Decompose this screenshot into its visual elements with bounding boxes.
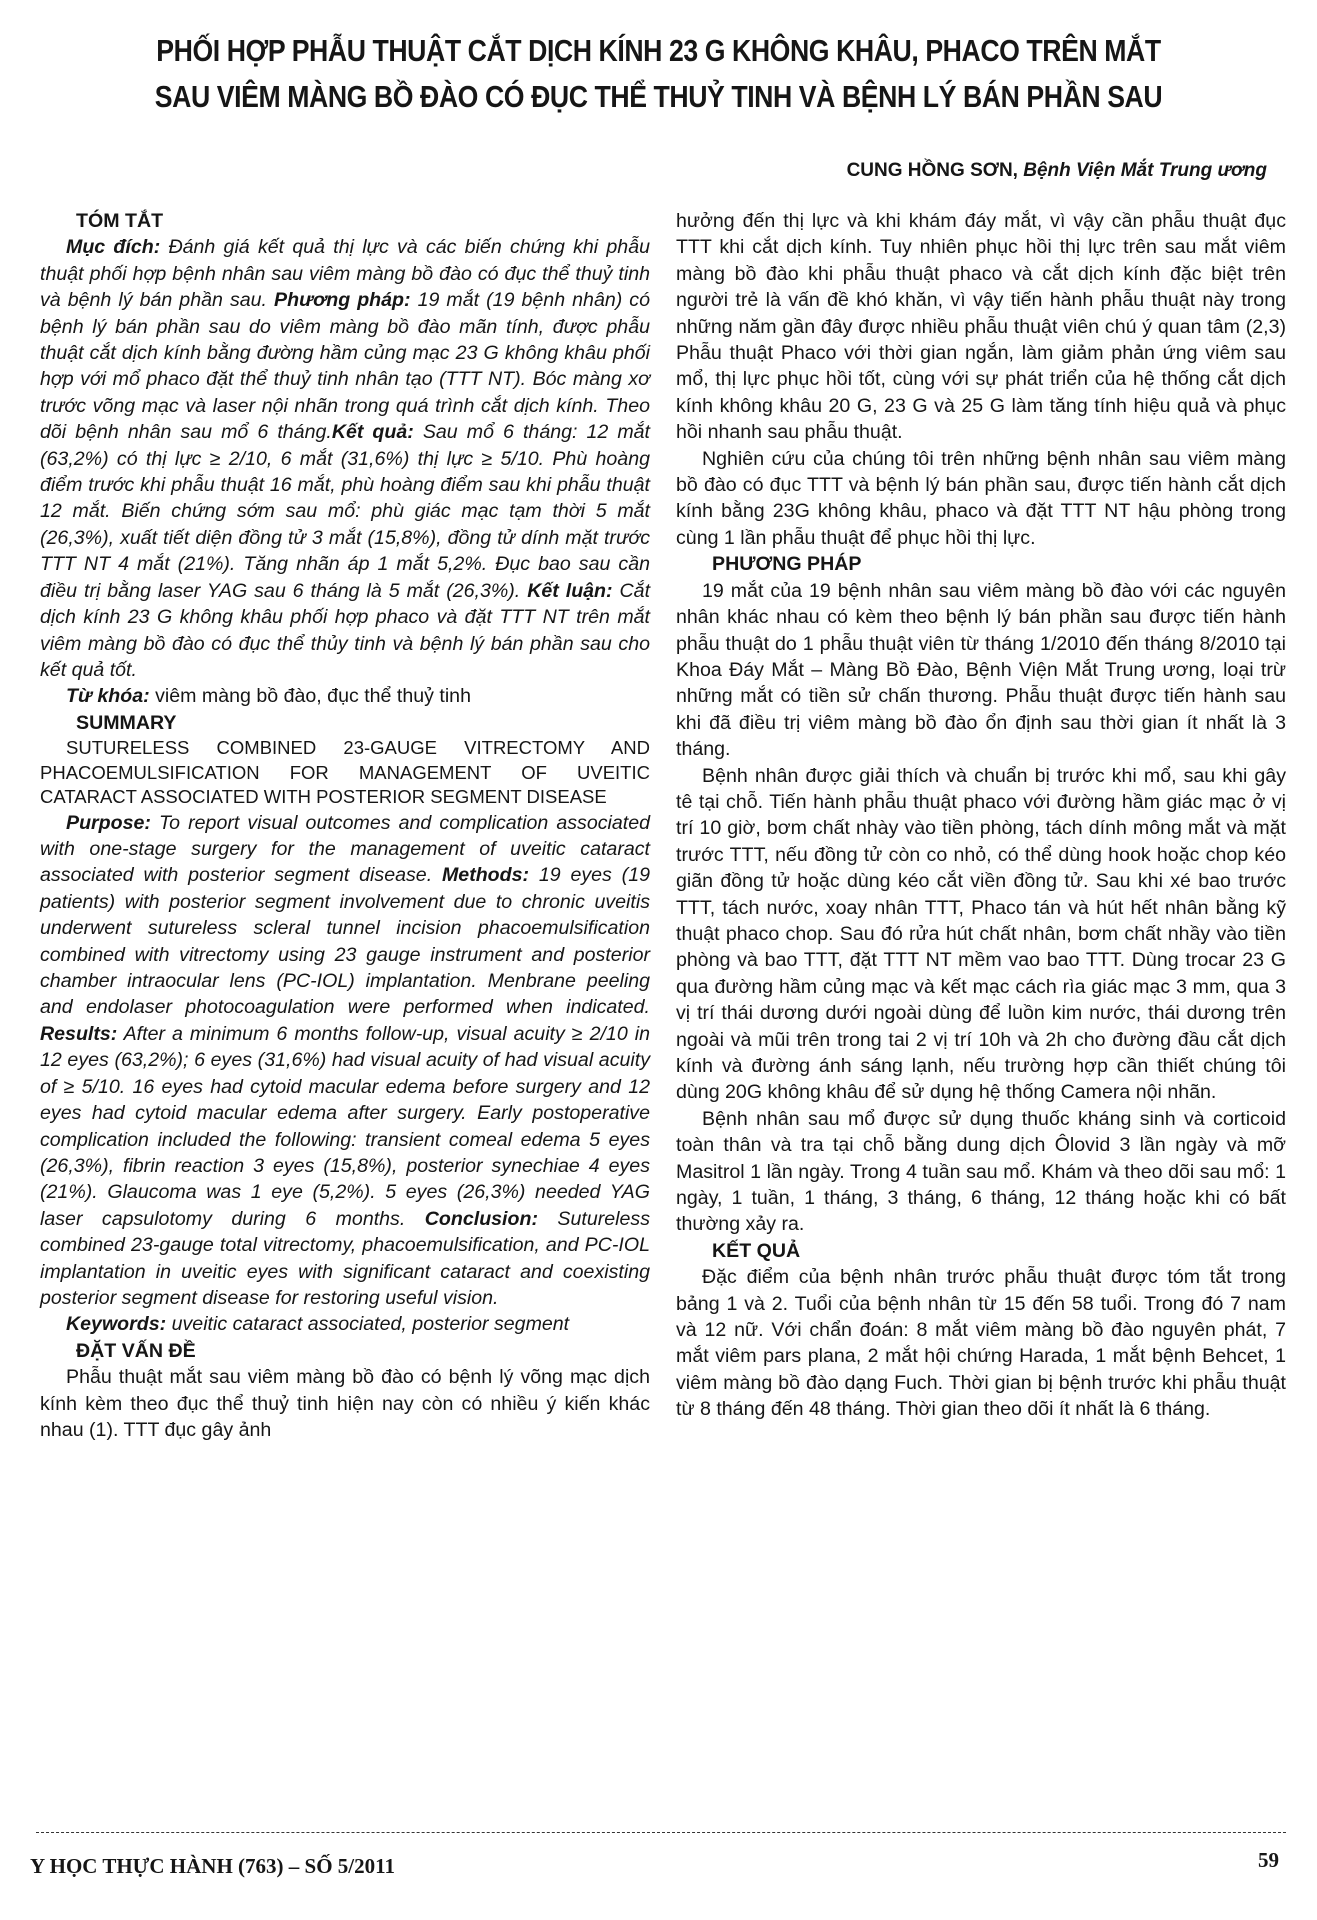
purpose-text: To report visual outcomes and complication associated with one-stage surgery for the management of uveitic cataract associated with posterior segment disease. [40,811,650,887]
page-number: 59 [1258,1848,1279,1872]
methods-label: Methods: [441,864,530,887]
conclusion-text-en: Sutureless combined 23-gauge total vitrectomy, phacoemulsification, and PC-IOL implantation in uveitic eyes with significant cataract and coexisting posterior segment disease for restoring useful vision. [40,1207,650,1309]
title-line-2: SAU VIÊM MÀNG BỒ ĐÀO CÓ ĐỤC THỂ THUỶ TINH VÀ BỆNH LÝ BÁN PHẦN SAU [154,79,1163,114]
introduction-heading: ĐẶT VẤN ĐỀ [76,1339,196,1362]
purpose-label: Purpose: [66,811,151,834]
keywords-vi [40,683,650,709]
summary-title: SUTURELESS COMBINED 23-GAUGE VITRECTOMY AND PHACOEMULSIFICATION FOR MANAGEMENT OF UVEITIC CATARACT ASSOCIATED WITH POSTERIOR SEGMENT DISEASE [40,737,650,808]
right-column [676,208,1286,1423]
journal-name: Y HỌC THỰC HÀNH (763) – SỐ 5/2011 [30,1854,395,1878]
intro-paragraph-2: Nghiên cứu của chúng tôi trên những bệnh nhân sau viêm màng bồ đào có đục TTT và bệnh lý bán phần sau, được tiến hành cắt dịch kính bằng 23G không khâu, phaco và đặt TTT NT hậu phòng trong cùng 1 lần phẫu thuật để phục hồi thị lực. [676,447,1286,549]
conclusion-text-vi: Cắt dịch kính 23 G không khâu phối hợp phaco và đặt TTT NT trên mắt viêm màng bồ đào có đục thể thủy tinh và bệnh lý bán phần sau cho kết quả tốt. [40,579,651,681]
keywords-vi-label: Từ khóa: [66,685,150,708]
results-heading: KẾT QUẢ [712,1239,801,1262]
results-paragraph-1: Đặc điểm của bệnh nhân trước phẫu thuật được tóm tắt trong bảng 1 và 2. Tuổi của bệnh nhân từ 15 đến 58 tuổi. Trong đó 7 nam và 12 nữ. Với chẩn đoán: 8 mắt viêm màng bồ đào nguyên phát, 7 mắt viêm pars plana, 2 mắt hội chứng Harada, 1 mắt bệnh Behcet, 1 viêm màng bồ đào dạng Fuch. Thời gian bị bệnh trước khi phẫu thuật từ 8 tháng đến 48 tháng. Thời gian theo dõi ít nhất là 6 tháng. [676,1266,1286,1421]
methods-paragraph-2: Bệnh nhân được giải thích và chuẩn bị trước khi mổ, sau khi gây tê tại chỗ. Tiến hành phẫu thuật phaco với đường hầm giác mạc ở vị trí 10 giờ, bơm chất nhày vào tiền phòng, tách dính mông mắt và mặt trước TTT, nếu đồng tử còn co nhỏ, có thể dùng hook hoặc chop kéo giãn đồng tử hoặc dùng kéo cắt viền đồng tử. Sau khi xé bao trước TTT, tách nước, xoay nhân TTT, Phaco tán và hút hết nhân bằng kỹ thuật phaco chop. Sau đó rửa hút chất nhân, bơm chất nhầy vào tiền phòng và bao TTT, đặt TTT NT mềm vao bao TTT. Dùng trocar 23 G qua đường hầm củng mạc và kết mạc cách rìa giác mạc 3 mm, qua 3 vị trí thái dương dưới ngoài dùng để luồn kim nước, thái dương trên ngoài và mũi trên trong tai 2 vị trí 10h và 2h cho đường đầu cắt dịch kính và đường ánh sáng lạnh, nếu trường hợp cần thiết chúng tôi dùng 20G không khâu để sử dụng hệ thống Camera nội nhãn. [676,764,1286,1104]
keywords-en [40,1311,650,1337]
conclusion-label-en: Conclusion: [424,1207,538,1230]
keywords-en-label: Keywords: [66,1313,167,1336]
keywords-vi-text: viêm màng bồ đào, đục thể thuỷ tinh [149,685,471,708]
methods-text: 19 eyes (19 patients) with posterior segment involvement due to chronic uveitis underwent sutureless scleral tunnel incision phacoemulsification combined with vitrectomy using 23 gauge instrument and posterior chamber intraocular lens (PC-IOL) implantation. Menbrane peeling and endolaser photocoagulation were performed when indicated. [40,864,650,1019]
title-line-1: PHỐI HỢP PHẪU THUẬT CẮT DỊCH KÍNH 23 G KHÔNG KHÂU, PHACO TRÊN MẮT [156,33,1161,68]
abstract-heading: TÓM TẮT [76,210,164,232]
author-affiliation: Bệnh Viện Mắt Trung ương [1023,160,1267,181]
method-text: 19 mắt (19 bệnh nhân) có bệnh lý bán phần sau do viêm màng bồ đào mãn tính, được phẫu thuật cắt dịch kính bằng đường hầm củng mạc 23 G không khâu phối hợp với mổ phaco đặt thể thuỷ tinh nhân tạo (TTT NT). Bóc màng xơ trước võng mạc và laser nội nhãn trong quá trình cắt dịch kính. Theo dõi bệnh nhân sau mổ 6 tháng. [40,289,651,444]
objective-label: Mục đích: [66,236,161,259]
result-label: Kết quả: [331,421,414,444]
results-text: After a minimum 6 months follow-up, visual acuity ≥ 2/10 in 12 eyes (63,2%); 6 eyes (31,6%) had visual acuity of had visual acuity of ≥ 5/10. 16 eyes had cytoid macular edema before surgery and 12 eyes had cytoid macular edema after surgery. Early postoperative complication included the following: transient comeal edema 5 eyes (26,3%), fibrin reaction 3 eyes (15,8%), posterior synechiae 4 eyes (21%). Glaucoma was 1 eye (5,2%). 5 eyes (26,3%) needed YAG laser capsulotomy during 6 months. [40,1022,650,1230]
objective-text: Đánh giá kết quả thị lực và các biến chứng khi phẫu thuật phối hợp bệnh nhân sau viêm màng bồ đào có đục thể thuỷ tinh và bệnh lý bán phần sau. [40,236,650,312]
methods-heading: PHƯƠNG PHÁP [712,553,862,576]
method-label: Phương pháp: [274,289,411,312]
author-line [847,160,1267,182]
methods-paragraph-3: Bệnh nhân sau mổ được sử dụng thuốc kháng sinh và corticoid toàn thân và tra tại chỗ bằng dung dịch Ôlovid 3 lần ngày và mỡ Masitrol 1 lần ngày. Trong 4 tuần sau mổ. Khám và theo dõi sau mổ: 1 ngày, 1 tuần, 1 tháng, 3 tháng, 6 tháng, 12 tháng hoặc khi có bất thường xảy ra. [676,1107,1286,1236]
author-name: CUNG HỒNG SƠN, [846,160,1018,181]
article-title [144,28,1173,120]
summary-body [40,810,650,1312]
results-label: Results: [40,1022,118,1045]
left-column [40,208,650,1443]
intro-continued: hưởng đến thị lực và khi khám đáy mắt, vì vậy cần phẫu thuật đục TTT khi cắt dịch kính. Tuy nhiên phục hồi thị lực trên sau mắt viêm màng bồ đào khi phẫu thuật phaco và cắt dịch kính đặc biệt trên người trẻ là vấn đề khó khăn, vì vậy tiến hành phẫu thuật này trong những năm gần đây được nhiều phẫu thuật viên chú ý quan tâm (2,3) Phẫu thuật Phaco với thời gian ngắn, làm giảm phản ứng viêm sau mổ, thị lực phục hồi tốt, cùng với sự phát triển của hệ thống cắt dịch kính không khâu 20 G, 23 G và 25 G làm tăng tính hiệu quả và phục hồi nhanh sau phẫu thuật. [676,210,1286,444]
keywords-en-text: uveitic cataract associated, posterior segment [166,1313,570,1336]
introduction-text: Phẫu thuật mắt sau viêm màng bồ đào có bệnh lý võng mạc dịch kính kèm theo đục thể thuỷ tinh hiện nay còn có nhiều ý kiến khác nhau (1). TTT đục gây ảnh [40,1366,650,1441]
abstract-body [40,234,650,683]
result-text: Sau mổ 6 tháng: 12 mắt (63,2%) có thị lực ≥ 2/10, 6 mắt (31,6%) thị lực ≥ 5/10. Phù hoàng điểm trước khi phẫu thuật 16 mắt, phù hoàng điểm sau khi phẫu thuật 12 mắt. Biến chứng sớm sau mổ: phù giác mạc tạm thời 5 mắt (26,3%), xuất tiết diện đồng tử 3 mắt (15,8%), đồng tử dính mặt trước TTT NT 4 mắt (21%). Tăng nhãn áp 1 mắt 5,2%. Đục bao sau cần điều trị bằng laser YAG sau 6 tháng là 5 mắt (26,3%). [40,421,651,602]
conclusion-label-vi: Kết luận: [527,579,613,602]
footer-divider [36,1832,1286,1833]
methods-paragraph-1: 19 mắt của 19 bệnh nhân sau viêm màng bồ đào với các nguyên nhân khác nhau có kèm theo bệnh lý bán phần sau được tiến hành phẫu thuật do 1 phẫu thuật viên từ tháng 1/2010 đến tháng 8/2010 tại Khoa Đáy Mắt – Màng Bồ Đào, Bệnh Viện Mắt Trung ương, loại trừ những mắt có tiền sử chấn thương. Phẫu thuật được tiến hành sau khi đã điều trị viêm màng bồ đào ổn định sau thời gian ít nhất là 3 tháng. [676,579,1286,761]
summary-heading: SUMMARY [76,711,177,734]
